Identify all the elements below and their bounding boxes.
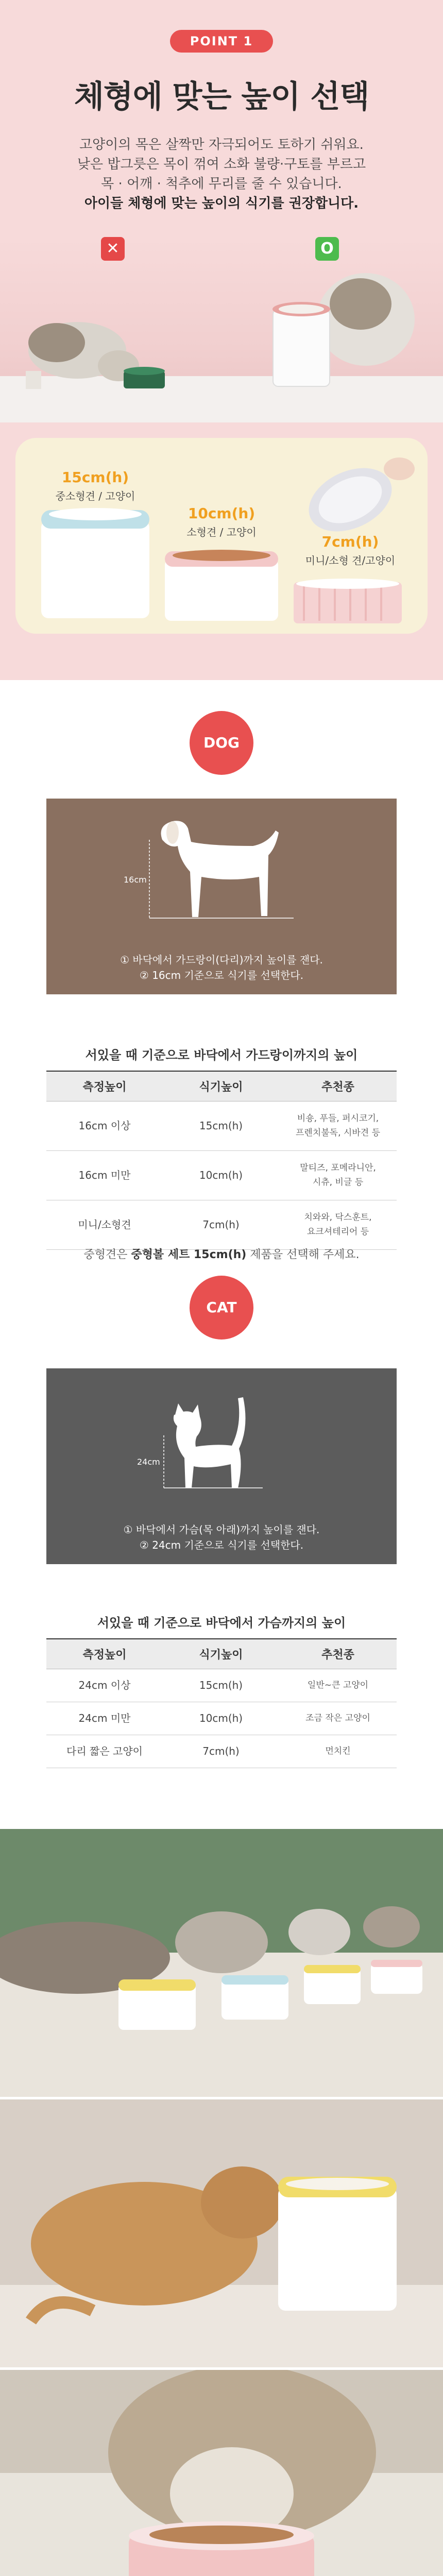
cat-table-title: 서있을 때 기준으로 바닥에서 가슴까지의 높이 xyxy=(97,1616,346,1630)
cell-line: 요크셔테리어 등 xyxy=(306,1227,369,1237)
col-bowl-height: 식기높이 xyxy=(163,1639,279,1669)
cell-line: 프렌치불독, 시바견 등 xyxy=(295,1128,380,1138)
bowl-target: 중소형견 / 고양이 xyxy=(55,490,135,502)
cat-measure-illustration xyxy=(46,1368,397,1564)
bad-mark-icon: ✕ xyxy=(101,237,125,261)
dog-height-value: 16cm xyxy=(124,875,147,885)
cell-bowl: 7cm(h) xyxy=(163,1735,279,1768)
cell-breed xyxy=(279,1101,397,1150)
cell-line: 시츄, 비글 등 xyxy=(312,1177,364,1188)
cell-breed: 일반~큰 고양이 xyxy=(279,1669,397,1702)
cell-bowl: 15cm(h) xyxy=(163,1101,279,1150)
bowl-label-15cm xyxy=(44,469,147,503)
col-recommended-breed: 추천종 xyxy=(279,1639,397,1669)
dog-size-table xyxy=(46,1071,397,1250)
table-row xyxy=(46,1702,397,1735)
cell-bowl: 10cm(h) xyxy=(163,1150,279,1200)
cell-measure: 24cm 미만 xyxy=(46,1702,163,1735)
cell-breed: 조금 작은 고양이 xyxy=(279,1702,397,1735)
dog-section-badge: DOG xyxy=(190,711,253,775)
caption-line: ① 바닥에서 가드랑이(다리)까지 높이를 잰다. xyxy=(120,954,323,966)
comparison-photo xyxy=(0,237,443,422)
bowl-label-10cm xyxy=(170,505,273,539)
cat-section-badge: CAT xyxy=(190,1276,253,1340)
dog-measure-caption xyxy=(46,952,397,983)
col-recommended-breed: 추천종 xyxy=(279,1071,397,1101)
bowl-height: 10cm(h) xyxy=(188,505,255,522)
cell-breed xyxy=(279,1150,397,1200)
col-bowl-height: 식기높이 xyxy=(163,1071,279,1101)
cell-measure: 미니/소형견 xyxy=(46,1200,163,1249)
photo-cat-pink-bowl xyxy=(0,2370,443,2576)
cell-measure: 다리 짧은 고양이 xyxy=(46,1735,163,1768)
note-pre: 중형견은 xyxy=(83,1248,131,1261)
dog-table-title: 서있을 때 기준으로 바닥에서 가드랑이까지의 높이 xyxy=(85,1048,358,1062)
dog-measure-illustration xyxy=(46,799,397,994)
table-header-row xyxy=(46,1071,397,1101)
photo-cat-yellow-bowl xyxy=(0,2099,443,2367)
bowl-target: 소형견 / 고양이 xyxy=(186,526,257,538)
table-row xyxy=(46,1735,397,1768)
table-row xyxy=(46,1200,397,1249)
cell-bowl: 7cm(h) xyxy=(163,1200,279,1249)
hero-section xyxy=(0,0,443,680)
hero-title: 체형에 맞는 높이 선택 xyxy=(74,79,369,115)
cell-line: 말티즈, 포메라니안, xyxy=(300,1163,376,1173)
table-row xyxy=(46,1669,397,1702)
cell-bowl: 15cm(h) xyxy=(163,1669,279,1702)
note-post: 제품을 선택해 주세요. xyxy=(246,1248,360,1261)
hero-desc-line: 낮은 밥그릇은 목이 꺾여 소화 불량·구토를 부르고 xyxy=(77,157,366,172)
cell-line: 비숑, 푸들, 퍼시코기, xyxy=(297,1113,379,1124)
hero-description xyxy=(0,135,443,213)
point-badge: POINT 1 xyxy=(170,30,273,53)
caption-line: ② 24cm 기준으로 식기를 선택한다. xyxy=(139,1539,304,1551)
cell-breed xyxy=(279,1200,397,1249)
bowl-height: 15cm(h) xyxy=(61,469,129,486)
dog-table-note xyxy=(0,1246,443,1262)
cat-height-value: 24cm xyxy=(137,1457,160,1467)
cat-tall-bowl-illustration xyxy=(237,258,422,392)
bowl-target: 미니/소형 견/고양이 xyxy=(305,554,396,567)
caption-line: ① 바닥에서 가슴(목 아래)까지 높이를 잰다. xyxy=(123,1523,320,1536)
good-mark-icon: O xyxy=(315,237,339,261)
cell-measure: 16cm 이상 xyxy=(46,1101,163,1150)
col-measure-height: 측정높이 xyxy=(46,1071,163,1101)
hero-desc-line: 고양이의 목은 살짝만 자극되어도 토하기 쉬워요. xyxy=(79,137,364,152)
cell-measure: 16cm 미만 xyxy=(46,1150,163,1200)
cell-line: 치와와, 닥스훈트, xyxy=(304,1212,372,1223)
photo-cats-eating-row xyxy=(0,1829,443,2097)
table-row xyxy=(46,1150,397,1200)
table-row xyxy=(46,1101,397,1150)
note-strong: 중형볼 세트 15cm(h) xyxy=(131,1248,247,1261)
cat-low-bowl-illustration xyxy=(15,294,170,392)
cell-breed: 먼치킨 xyxy=(279,1735,397,1768)
hero-desc-line: 아이들 체형에 맞는 높이의 식기를 권장합니다. xyxy=(84,196,359,211)
hero-desc-line: 목 · 어깨 · 척추에 무리를 줄 수 있습니다. xyxy=(101,176,342,192)
bowl-height: 7cm(h) xyxy=(321,533,379,550)
table-header-row xyxy=(46,1639,397,1669)
bowl-label-7cm xyxy=(299,533,402,567)
bowl-size-lineup xyxy=(15,438,428,634)
col-measure-height: 측정높이 xyxy=(46,1639,163,1669)
caption-line: ② 16cm 기준으로 식기를 선택한다. xyxy=(139,969,304,981)
cell-measure: 24cm 이상 xyxy=(46,1669,163,1702)
cell-bowl: 10cm(h) xyxy=(163,1702,279,1735)
cat-size-table xyxy=(46,1638,397,1768)
cat-measure-caption xyxy=(46,1522,397,1553)
